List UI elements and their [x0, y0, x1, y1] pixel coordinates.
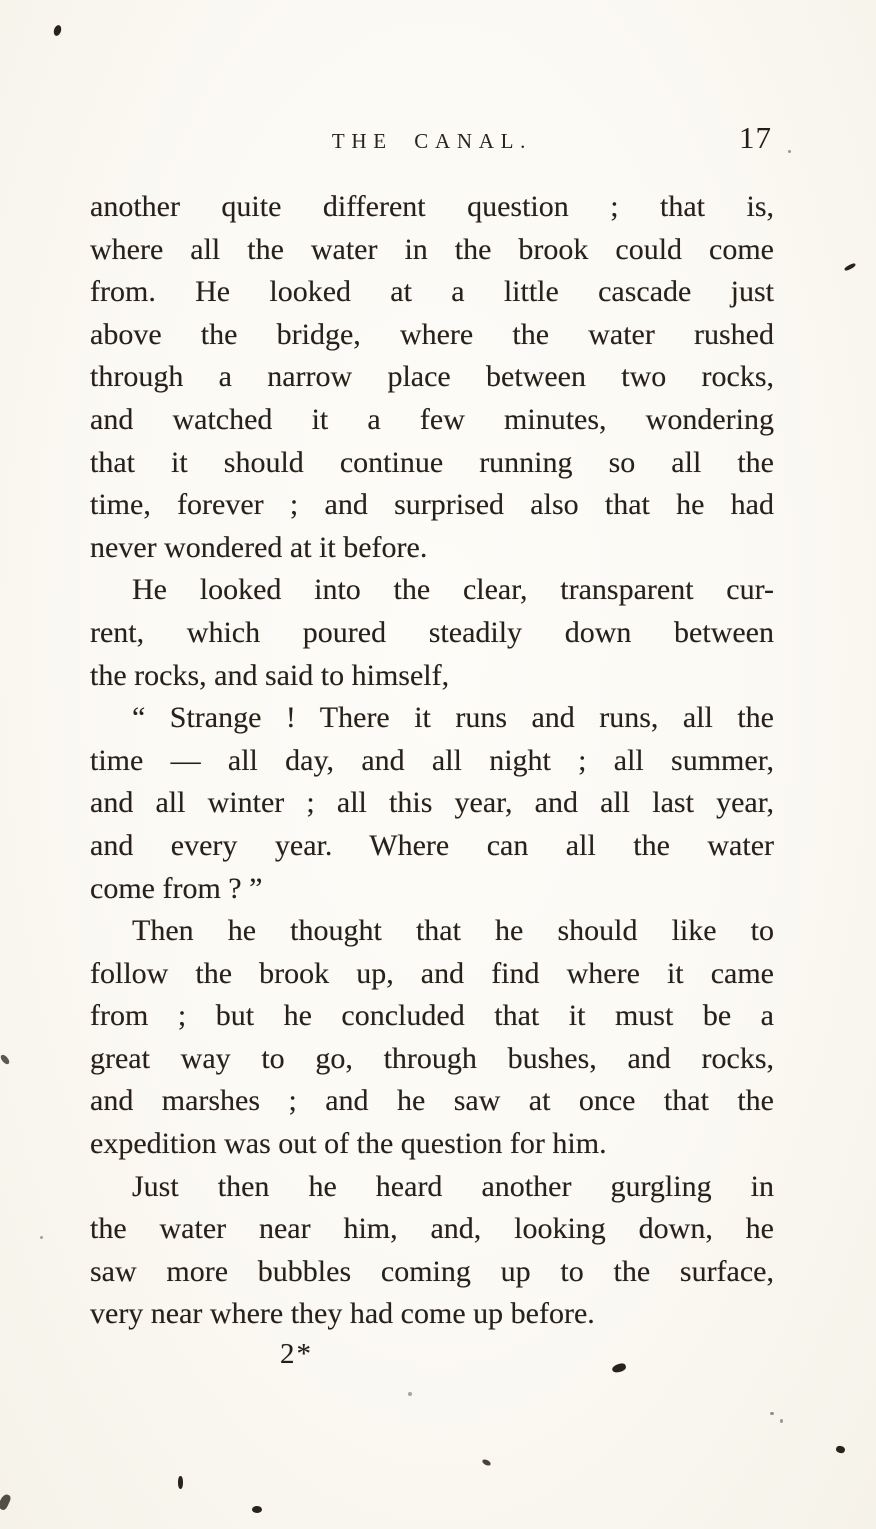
- text-line: through a narrow place between two rocks,: [90, 360, 774, 394]
- ink-speck: [788, 150, 791, 153]
- text-line: saw more bubbles coming up to the surface,: [90, 1254, 774, 1288]
- text-line: and watched it a few minutes, wondering: [90, 402, 774, 436]
- ink-speck: [0, 1053, 11, 1065]
- paragraph: [90, 1166, 774, 1336]
- text-line: time, forever ; and surprised also that he had: [90, 488, 774, 522]
- text-line: great way to go, through bushes, and rocks,: [90, 1041, 774, 1075]
- signature-mark: 2*: [280, 1338, 313, 1370]
- ink-speck: [0, 1493, 12, 1511]
- text-line: “ Strange ! There it runs and runs, all the: [132, 701, 774, 735]
- text-line: and marshes ; and he saw at once that the: [90, 1084, 774, 1118]
- page-number: 17: [739, 120, 772, 155]
- paragraph: [90, 186, 774, 569]
- text-line: Just then he heard another gurgling in: [132, 1169, 774, 1203]
- ink-speck: [780, 1419, 783, 1423]
- text-line: where all the water in the brook could come: [90, 232, 774, 266]
- text-line: and all winter ; all this year, and all last year,: [90, 786, 774, 820]
- text-line: rent, which poured steadily down between: [90, 615, 774, 649]
- text-line: above the bridge, where the water rushed: [90, 317, 774, 351]
- text-line: time — all day, and all night ; all summer,: [90, 743, 774, 777]
- text-line: He looked into the clear, transparent cur-: [132, 573, 774, 607]
- ink-speck: [408, 1392, 412, 1396]
- text-line: never wondered at it before.: [90, 530, 428, 564]
- ink-speck: [844, 262, 856, 271]
- ink-speck: [611, 1362, 627, 1373]
- ink-speck: [252, 1506, 262, 1513]
- text-line: another quite different question ; that is,: [90, 190, 774, 223]
- paragraph: [90, 569, 774, 910]
- text-line: and every year. Where can all the water: [90, 828, 774, 862]
- text-line: follow the brook up, and find where it came: [90, 956, 774, 990]
- text-line: very near where they had come up before.: [90, 1297, 595, 1331]
- text-line: the rocks, and said to himself,: [90, 658, 450, 692]
- text-line: come from ? ”: [90, 871, 263, 905]
- ink-speck: [52, 24, 62, 37]
- ink-speck: [178, 1476, 183, 1489]
- text-line: expedition was out of the question for him.: [90, 1127, 607, 1161]
- text-line: from. He looked at a little cascade just: [90, 275, 774, 309]
- text-line: that it should continue running so all the: [90, 445, 774, 479]
- running-title: THE CANAL.: [331, 129, 533, 153]
- text-line: from ; but he concluded that it must be a: [90, 999, 774, 1033]
- page-header: [90, 120, 774, 164]
- ink-speck: [770, 1412, 774, 1415]
- paragraph: [90, 910, 774, 1166]
- text-line: the water near him, and, looking down, he: [90, 1212, 774, 1246]
- ink-speck: [40, 1236, 43, 1239]
- body-text: [90, 186, 774, 1336]
- text-line: Then he thought that he should like to: [132, 914, 774, 948]
- ink-speck: [835, 1445, 846, 1454]
- ink-speck: [481, 1458, 491, 1467]
